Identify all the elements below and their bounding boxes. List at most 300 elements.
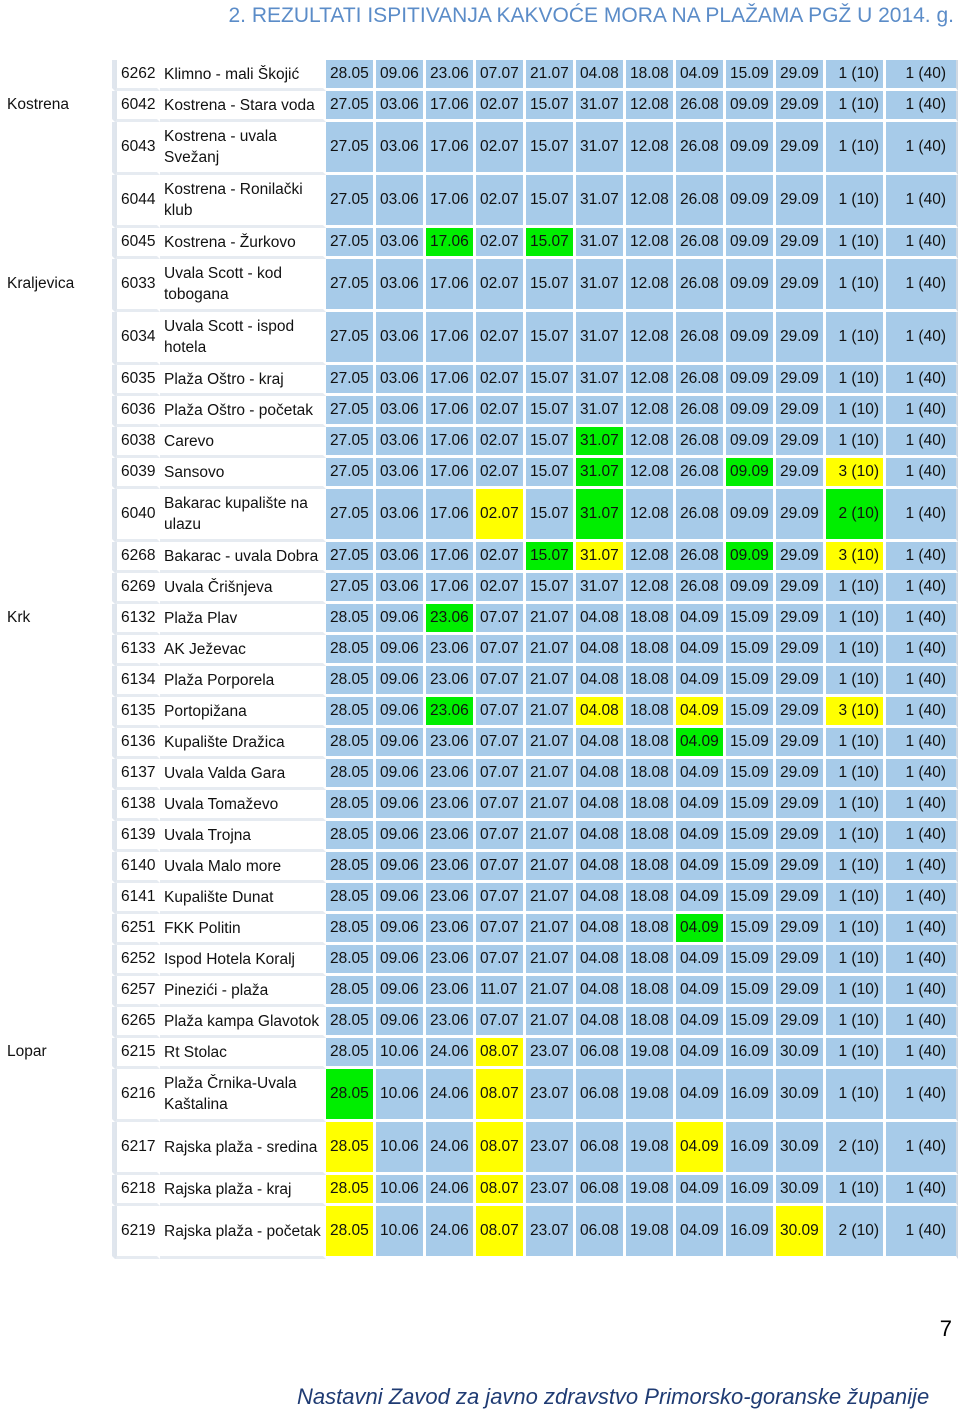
sample-date: 03.06: [376, 458, 426, 489]
sample-date: 04.09: [676, 1069, 726, 1122]
count-10: 1 (10): [826, 1175, 886, 1206]
sample-date: 31.07: [576, 573, 626, 604]
station-code: 6269: [115, 573, 160, 604]
sample-date: 18.08: [626, 604, 676, 635]
station-name: Rt Stolac: [160, 1038, 326, 1069]
count-10: 1 (10): [826, 396, 886, 427]
table-row: [3, 1038, 958, 1069]
sample-date: 29.09: [776, 666, 826, 697]
sample-date: 09.06: [376, 1007, 426, 1038]
sample-date: 23.06: [426, 697, 476, 728]
station-name: Uvala Malo more: [160, 852, 326, 883]
count-40: 1 (40): [886, 697, 958, 728]
sample-date: 18.08: [626, 635, 676, 666]
sample-date: 04.09: [676, 852, 726, 883]
sample-date: 04.08: [576, 790, 626, 821]
sample-date: 08.07: [476, 1206, 526, 1259]
station-code: 6034: [115, 312, 160, 365]
station-code: 6045: [115, 228, 160, 259]
sample-date: 27.05: [326, 458, 376, 489]
sample-date: 28.05: [326, 1069, 376, 1122]
sample-date: 07.07: [476, 759, 526, 790]
sample-date: 06.08: [576, 1175, 626, 1206]
sample-date: 28.05: [326, 1038, 376, 1069]
page-header: 2. REZULTATI ISPITIVANJA KAKVOĆE MORA NA PLAŽAMA PGŽ U 2014. g.: [228, 4, 954, 27]
sample-date: 15.07: [526, 427, 576, 458]
sample-date: 21.07: [526, 852, 576, 883]
sample-date: 15.09: [726, 635, 776, 666]
sample-date: 17.06: [426, 573, 476, 604]
sample-date: 18.08: [626, 666, 676, 697]
table-row: [3, 122, 958, 175]
sample-date: 04.09: [676, 635, 726, 666]
sample-date: 26.08: [676, 542, 726, 573]
sample-date: 07.07: [476, 1007, 526, 1038]
sample-date: 17.06: [426, 427, 476, 458]
sample-date: 07.07: [476, 852, 526, 883]
area-cell: [3, 542, 115, 573]
count-40: 1 (40): [886, 91, 958, 122]
sample-date: 10.06: [376, 1206, 426, 1259]
sample-date: 17.06: [426, 542, 476, 573]
sample-date: 04.08: [576, 697, 626, 728]
station-name: FKK Politin: [160, 914, 326, 945]
sample-date: 28.05: [326, 914, 376, 945]
sample-date: 30.09: [776, 1038, 826, 1069]
sample-date: 28.05: [326, 604, 376, 635]
sample-date: 08.07: [476, 1038, 526, 1069]
sample-date: 15.09: [726, 790, 776, 821]
station-code: 6251: [115, 914, 160, 945]
sample-date: 26.08: [676, 427, 726, 458]
sample-date: 18.08: [626, 883, 676, 914]
area-cell: [3, 1175, 115, 1206]
sample-date: 19.08: [626, 1206, 676, 1259]
sample-date: 29.09: [776, 945, 826, 976]
sample-date: 29.09: [776, 728, 826, 759]
results-table-body: [3, 60, 958, 1259]
sample-date: 29.09: [776, 883, 826, 914]
sample-date: 29.09: [776, 312, 826, 365]
count-10: 1 (10): [826, 312, 886, 365]
table-row: [3, 728, 958, 759]
sample-date: 17.06: [426, 396, 476, 427]
count-40: 1 (40): [886, 976, 958, 1007]
sample-date: 21.07: [526, 635, 576, 666]
area-cell: [3, 365, 115, 396]
count-40: 1 (40): [886, 542, 958, 573]
sample-date: 12.08: [626, 542, 676, 573]
count-10: 1 (10): [826, 604, 886, 635]
sample-date: 12.08: [626, 396, 676, 427]
count-10: 1 (10): [826, 976, 886, 1007]
count-10: 3 (10): [826, 542, 886, 573]
sample-date: 07.07: [476, 914, 526, 945]
station-code: 6140: [115, 852, 160, 883]
sample-date: 19.08: [626, 1069, 676, 1122]
sample-date: 18.08: [626, 821, 676, 852]
sample-date: 07.07: [476, 821, 526, 852]
station-name: Rajska plaža - sredina: [160, 1122, 326, 1175]
sample-date: 02.07: [476, 542, 526, 573]
area-cell: [3, 573, 115, 604]
sample-date: 09.09: [726, 365, 776, 396]
sample-date: 29.09: [776, 852, 826, 883]
sample-date: 15.09: [726, 821, 776, 852]
area-cell: Krk: [3, 604, 115, 635]
sample-date: 23.06: [426, 883, 476, 914]
sample-date: 29.09: [776, 604, 826, 635]
sample-date: 15.07: [526, 91, 576, 122]
sample-date: 31.07: [576, 542, 626, 573]
sample-date: 28.05: [326, 790, 376, 821]
sample-date: 09.09: [726, 175, 776, 228]
sample-date: 04.08: [576, 914, 626, 945]
count-40: 1 (40): [886, 790, 958, 821]
count-40: 1 (40): [886, 60, 958, 91]
sample-date: 27.05: [326, 489, 376, 542]
sample-date: 29.09: [776, 60, 826, 91]
sample-date: 04.08: [576, 635, 626, 666]
area-cell: [3, 945, 115, 976]
station-name: Rajska plaža - kraj: [160, 1175, 326, 1206]
sample-date: 30.09: [776, 1175, 826, 1206]
sample-date: 18.08: [626, 60, 676, 91]
count-40: 1 (40): [886, 228, 958, 259]
sample-date: 21.07: [526, 914, 576, 945]
sample-date: 02.07: [476, 458, 526, 489]
sample-date: 27.05: [326, 427, 376, 458]
sample-date: 09.09: [726, 458, 776, 489]
sample-date: 09.06: [376, 666, 426, 697]
station-code: 6134: [115, 666, 160, 697]
count-10: 1 (10): [826, 728, 886, 759]
sample-date: 12.08: [626, 427, 676, 458]
area-cell: [3, 489, 115, 542]
count-10: 1 (10): [826, 60, 886, 91]
sample-date: 04.09: [676, 60, 726, 91]
sample-date: 06.08: [576, 1069, 626, 1122]
area-cell: [3, 122, 115, 175]
count-10: 1 (10): [826, 666, 886, 697]
count-40: 1 (40): [886, 489, 958, 542]
sample-date: 09.06: [376, 604, 426, 635]
sample-date: 18.08: [626, 790, 676, 821]
table-row: [3, 259, 958, 312]
sample-date: 15.09: [726, 945, 776, 976]
sample-date: 31.07: [576, 259, 626, 312]
station-name: Kostrena - Ronilački klub: [160, 175, 326, 228]
sample-date: 17.06: [426, 489, 476, 542]
sample-date: 29.09: [776, 790, 826, 821]
sample-date: 02.07: [476, 396, 526, 427]
sample-date: 03.06: [376, 228, 426, 259]
sample-date: 24.06: [426, 1038, 476, 1069]
sample-date: 07.07: [476, 790, 526, 821]
count-40: 1 (40): [886, 945, 958, 976]
sample-date: 07.07: [476, 728, 526, 759]
sample-date: 04.09: [676, 604, 726, 635]
sample-date: 15.07: [526, 259, 576, 312]
sample-date: 26.08: [676, 489, 726, 542]
station-code: 6215: [115, 1038, 160, 1069]
sample-date: 29.09: [776, 976, 826, 1007]
sample-date: 16.09: [726, 1069, 776, 1122]
sample-date: 23.06: [426, 635, 476, 666]
sample-date: 02.07: [476, 312, 526, 365]
sample-date: 04.09: [676, 790, 726, 821]
sample-date: 31.07: [576, 458, 626, 489]
sample-date: 08.07: [476, 1175, 526, 1206]
sample-date: 03.06: [376, 91, 426, 122]
sample-date: 24.06: [426, 1122, 476, 1175]
sample-date: 02.07: [476, 175, 526, 228]
sample-date: 04.08: [576, 666, 626, 697]
table-row: [3, 573, 958, 604]
area-cell: [3, 1206, 115, 1259]
station-code: 6043: [115, 122, 160, 175]
count-40: 1 (40): [886, 1069, 958, 1122]
page-number: 7: [939, 1316, 952, 1341]
sample-date: 18.08: [626, 1007, 676, 1038]
sample-date: 23.06: [426, 604, 476, 635]
sample-date: 06.08: [576, 1038, 626, 1069]
sample-date: 31.07: [576, 91, 626, 122]
sample-date: 21.07: [526, 976, 576, 1007]
sample-date: 26.08: [676, 122, 726, 175]
sample-date: 23.06: [426, 821, 476, 852]
count-40: 1 (40): [886, 396, 958, 427]
station-code: 6039: [115, 458, 160, 489]
sample-date: 03.06: [376, 489, 426, 542]
station-code: 6132: [115, 604, 160, 635]
table-row: [3, 604, 958, 635]
area-cell: [3, 1007, 115, 1038]
sample-date: 02.07: [476, 259, 526, 312]
count-10: 2 (10): [826, 489, 886, 542]
sample-date: 09.09: [726, 427, 776, 458]
station-name: Uvala Tomaževo: [160, 790, 326, 821]
sample-date: 19.08: [626, 1175, 676, 1206]
count-10: 2 (10): [826, 1122, 886, 1175]
sample-date: 04.08: [576, 60, 626, 91]
sample-date: 03.06: [376, 175, 426, 228]
sample-date: 15.09: [726, 728, 776, 759]
sample-date: 12.08: [626, 259, 676, 312]
sample-date: 23.07: [526, 1038, 576, 1069]
sample-date: 28.05: [326, 883, 376, 914]
count-40: 1 (40): [886, 573, 958, 604]
sample-date: 31.07: [576, 365, 626, 396]
station-name: Klimno - mali Škojić: [160, 60, 326, 91]
table-row: [3, 175, 958, 228]
sample-date: 04.08: [576, 759, 626, 790]
sample-date: 03.06: [376, 542, 426, 573]
sample-date: 04.09: [676, 1007, 726, 1038]
sample-date: 15.07: [526, 365, 576, 396]
sample-date: 18.08: [626, 976, 676, 1007]
area-cell: [3, 60, 115, 91]
sample-date: 18.08: [626, 945, 676, 976]
sample-date: 17.06: [426, 458, 476, 489]
sample-date: 23.06: [426, 759, 476, 790]
sample-date: 03.06: [376, 427, 426, 458]
sample-date: 09.06: [376, 945, 426, 976]
sample-date: 29.09: [776, 228, 826, 259]
sample-date: 03.06: [376, 259, 426, 312]
sample-date: 09.06: [376, 852, 426, 883]
sample-date: 15.07: [526, 489, 576, 542]
area-cell: Lopar: [3, 1038, 115, 1069]
sample-date: 12.08: [626, 175, 676, 228]
count-40: 1 (40): [886, 312, 958, 365]
sample-date: 26.08: [676, 228, 726, 259]
count-40: 1 (40): [886, 427, 958, 458]
sample-date: 15.09: [726, 666, 776, 697]
station-code: 6139: [115, 821, 160, 852]
sample-date: 26.08: [676, 175, 726, 228]
sample-date: 09.06: [376, 759, 426, 790]
table-row: [3, 697, 958, 728]
sample-date: 23.06: [426, 914, 476, 945]
sample-date: 18.08: [626, 852, 676, 883]
sample-date: 29.09: [776, 396, 826, 427]
sample-date: 08.07: [476, 1122, 526, 1175]
count-40: 1 (40): [886, 365, 958, 396]
station-code: 6217: [115, 1122, 160, 1175]
count-40: 1 (40): [886, 821, 958, 852]
sample-date: 29.09: [776, 635, 826, 666]
count-10: 1 (10): [826, 914, 886, 945]
sample-date: 26.08: [676, 259, 726, 312]
sample-date: 27.05: [326, 312, 376, 365]
station-code: 6216: [115, 1069, 160, 1122]
station-name: Uvala Scott - ispod hotela: [160, 312, 326, 365]
station-name: Plaža Plav: [160, 604, 326, 635]
station-name: AK Ježevac: [160, 635, 326, 666]
sample-date: 15.09: [726, 852, 776, 883]
sample-date: 07.07: [476, 697, 526, 728]
sample-date: 17.06: [426, 228, 476, 259]
sample-date: 15.09: [726, 60, 776, 91]
sample-date: 15.07: [526, 228, 576, 259]
station-name: Kostrena - Stara voda: [160, 91, 326, 122]
table-row: [3, 1069, 958, 1122]
sample-date: 21.07: [526, 666, 576, 697]
station-name: Kostrena - uvala Svežanj: [160, 122, 326, 175]
count-10: 1 (10): [826, 122, 886, 175]
sample-date: 03.06: [376, 122, 426, 175]
table-row: [3, 365, 958, 396]
sample-date: 04.08: [576, 728, 626, 759]
area-cell: [3, 790, 115, 821]
table-row: [3, 1206, 958, 1259]
station-code: 6218: [115, 1175, 160, 1206]
sample-date: 23.06: [426, 945, 476, 976]
table-row: [3, 945, 958, 976]
count-40: 1 (40): [886, 175, 958, 228]
table-row: [3, 821, 958, 852]
sample-date: 23.07: [526, 1175, 576, 1206]
sample-date: 04.08: [576, 604, 626, 635]
area-cell: [3, 175, 115, 228]
count-40: 1 (40): [886, 1038, 958, 1069]
sample-date: 28.05: [326, 1175, 376, 1206]
sample-date: 07.07: [476, 666, 526, 697]
station-name: Portopižana: [160, 697, 326, 728]
sample-date: 27.05: [326, 228, 376, 259]
sample-date: 24.06: [426, 1206, 476, 1259]
sample-date: 18.08: [626, 914, 676, 945]
sample-date: 07.07: [476, 635, 526, 666]
sample-date: 15.09: [726, 759, 776, 790]
sample-date: 21.07: [526, 697, 576, 728]
sample-date: 04.09: [676, 1038, 726, 1069]
sample-date: 04.09: [676, 1206, 726, 1259]
count-10: 3 (10): [826, 697, 886, 728]
table-row: [3, 91, 958, 122]
count-40: 1 (40): [886, 1007, 958, 1038]
sample-date: 02.07: [476, 489, 526, 542]
count-40: 1 (40): [886, 883, 958, 914]
station-name: Plaža Porporela: [160, 666, 326, 697]
sample-date: 29.09: [776, 489, 826, 542]
table-row: [3, 1122, 958, 1175]
station-name: Pinezići - plaža: [160, 976, 326, 1007]
sample-date: 09.06: [376, 635, 426, 666]
count-10: 1 (10): [826, 821, 886, 852]
sample-date: 02.07: [476, 427, 526, 458]
sample-date: 10.06: [376, 1069, 426, 1122]
station-name: Plaža Oštro - kraj: [160, 365, 326, 396]
sample-date: 28.05: [326, 728, 376, 759]
count-40: 1 (40): [886, 728, 958, 759]
sample-date: 09.09: [726, 91, 776, 122]
sample-date: 09.09: [726, 259, 776, 312]
sample-date: 02.07: [476, 122, 526, 175]
count-10: 1 (10): [826, 259, 886, 312]
area-cell: [3, 458, 115, 489]
sample-date: 09.06: [376, 883, 426, 914]
table-row: [3, 1007, 958, 1038]
sample-date: 29.09: [776, 759, 826, 790]
count-40: 1 (40): [886, 458, 958, 489]
sample-date: 09.06: [376, 697, 426, 728]
station-name: Kupalište Dunat: [160, 883, 326, 914]
table-row: [3, 976, 958, 1007]
sample-date: 07.07: [476, 604, 526, 635]
sample-date: 16.09: [726, 1175, 776, 1206]
sample-date: 27.05: [326, 396, 376, 427]
station-code: 6137: [115, 759, 160, 790]
sample-date: 09.09: [726, 489, 776, 542]
sample-date: 15.07: [526, 542, 576, 573]
sample-date: 28.05: [326, 697, 376, 728]
sample-date: 03.06: [376, 573, 426, 604]
area-cell: [3, 396, 115, 427]
sample-date: 21.07: [526, 945, 576, 976]
sample-date: 04.08: [576, 1007, 626, 1038]
results-table: [3, 60, 958, 1259]
sample-date: 26.08: [676, 458, 726, 489]
count-40: 1 (40): [886, 259, 958, 312]
count-10: 1 (10): [826, 1069, 886, 1122]
sample-date: 29.09: [776, 1007, 826, 1038]
sample-date: 15.07: [526, 175, 576, 228]
sample-date: 11.07: [476, 976, 526, 1007]
area-cell: [3, 821, 115, 852]
sample-date: 23.06: [426, 976, 476, 1007]
